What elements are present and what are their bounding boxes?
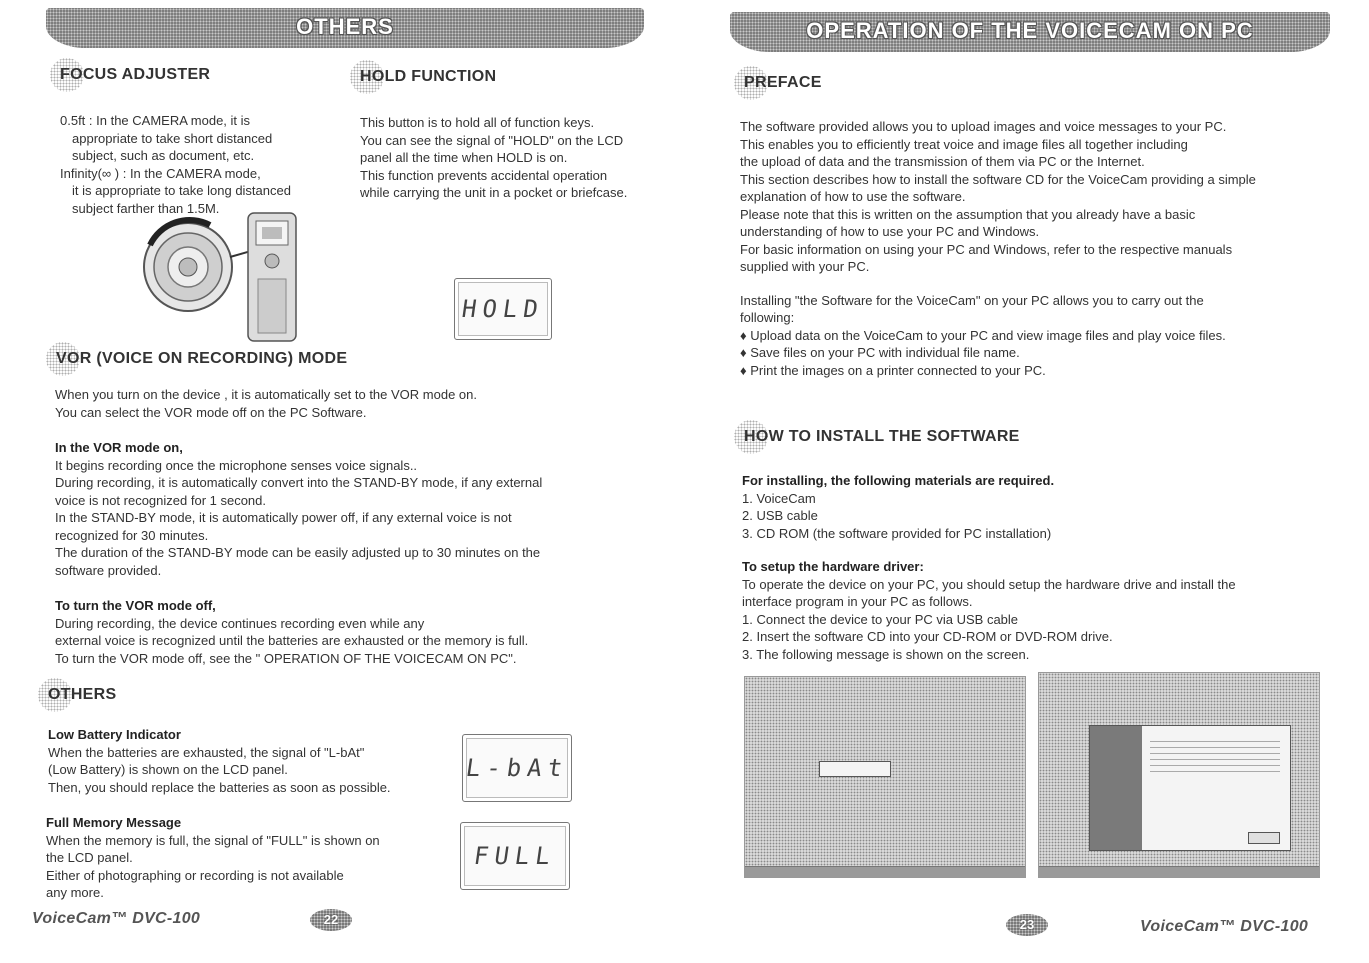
full-memory-line: When the memory is full, the signal of "FULL" is shown on <box>46 832 380 848</box>
banner-others <box>46 8 644 48</box>
focus-adjuster-heading: FOCUS ADJUSTER <box>60 66 211 83</box>
driver-title: To setup the hardware driver: <box>742 559 924 574</box>
low-battery-text <box>48 726 391 796</box>
focus-dial-illustration <box>140 205 310 345</box>
focus-line: Infinity(∞ ) : In the CAMERA mode, <box>60 165 261 181</box>
lcd-hold-text: HOLD <box>460 295 546 323</box>
preface-line: explanation of how to use the software. <box>740 189 966 204</box>
bullet-item <box>740 344 1256 362</box>
notification-balloon <box>819 761 891 777</box>
full-memory-line: Either of photographing or recording is not available <box>46 867 344 883</box>
vor-mode-heading: VOR (VOICE ON RECORDING) MODE <box>56 350 348 367</box>
vor-on-line: During recording, it is automatically convert into the STAND-BY mode, if any external <box>55 475 543 490</box>
hold-line: This button is to hold all of function keys. <box>360 115 595 130</box>
taskbar <box>1039 866 1319 877</box>
wizard-button <box>1248 832 1280 844</box>
others-heading: OTHERS <box>48 686 117 703</box>
lcd-low-battery <box>462 734 572 802</box>
vor-on-title: In the VOR mode on, <box>55 440 183 455</box>
hold-function-text <box>360 114 627 202</box>
screenshot-desktop-new-hardware <box>744 676 1026 878</box>
low-battery-line: Then, you should replace the batteries as soon as possible. <box>48 779 391 795</box>
material-item: 2. USB cable <box>742 508 818 523</box>
wizard-sidebar <box>1090 726 1142 850</box>
driver-line: 2. Insert the software CD into your CD-ROM or DVD-ROM drive. <box>742 629 1113 644</box>
materials-title: For installing, the following materials are required. <box>742 473 1055 488</box>
banner-title: OTHERS <box>296 14 394 39</box>
driver-line: To operate the device on your PC, you should setup the hardware drive and install the <box>742 576 1236 592</box>
preface-text <box>740 118 1256 379</box>
low-battery-title: Low Battery Indicator <box>48 727 181 742</box>
focus-line: subject, such as document, etc. <box>72 148 255 163</box>
lcd-full-memory <box>460 822 570 890</box>
material-item: 1. VoiceCam <box>742 490 816 506</box>
low-battery-line: (Low Battery) is shown on the LCD panel. <box>48 762 288 777</box>
preface-line: For basic information on using your PC and Windows, refer to the respective manuals <box>740 241 1233 257</box>
install-heading: HOW TO INSTALL THE SOFTWARE <box>744 428 1020 445</box>
vor-off-line: During recording, the device continues recording even while any <box>55 615 425 631</box>
footer-brand-right: VoiceCam™ DVC-100 <box>1140 918 1309 935</box>
bullet-text: Print the images on a printer connected to your PC. <box>750 362 1046 378</box>
screenshot-found-new-hardware-wizard <box>1038 672 1320 878</box>
page-number-right: 23 <box>1006 914 1048 936</box>
lcd-hold <box>454 278 552 340</box>
focus-line: 0.5ft : In the CAMERA mode, it is <box>60 113 251 128</box>
vor-on-line: In the STAND-BY mode, it is automatically power off, if any external voice is not <box>55 510 512 525</box>
lcd-low-battery-text: L-bAt <box>463 754 571 782</box>
full-memory-text <box>46 814 380 902</box>
driver-line: 1. Connect the device to your PC via USB cable <box>742 611 1019 627</box>
full-memory-line: any more. <box>46 885 104 900</box>
bullet-item <box>740 327 1256 345</box>
focus-line: it is appropriate to take long distanced <box>72 183 291 198</box>
preface-line: The software provided allows you to upload images and voice messages to your PC. <box>740 119 1227 134</box>
hold-line: panel all the time when HOLD is on. <box>360 150 568 165</box>
preface-heading: PREFACE <box>744 74 822 91</box>
vor-intro-line: When you turn on the device , it is automatically set to the VOR mode on. <box>55 387 477 402</box>
hold-function-heading: HOLD FUNCTION <box>360 68 497 85</box>
hold-line: You can see the signal of "HOLD" on the LCD <box>360 132 624 148</box>
low-battery-line: When the batteries are exhausted, the signal of "L-bAt" <box>48 744 365 760</box>
full-memory-line: the LCD panel. <box>46 850 133 865</box>
vor-intro-line: You can select the VOR mode off on the PC Software. <box>55 404 367 420</box>
vor-off-line: external voice is recognized until the batteries are exhausted or the memory is full. <box>55 633 529 648</box>
install-intro-line: following: <box>740 310 795 325</box>
vor-on-line: recognized for 30 minutes. <box>55 527 209 543</box>
driver-line: interface program in your PC as follows. <box>742 594 973 609</box>
focus-adjuster-text <box>60 112 291 217</box>
vor-off-line: To turn the VOR mode off, see the " OPERATION OF THE VOICECAM ON PC". <box>55 650 517 666</box>
footer-brand-left: VoiceCam™ DVC-100 <box>32 910 201 927</box>
install-text <box>742 472 1236 663</box>
diamond-bullet-icon: ♦ <box>740 345 751 360</box>
banner-operation <box>730 12 1330 52</box>
vor-on-line: software provided. <box>55 562 162 578</box>
right-page <box>684 0 1369 963</box>
vor-on-line: It begins recording once the microphone senses voice signals.. <box>55 457 418 473</box>
bullet-text: Save files on your PC with individual file name. <box>750 345 1020 360</box>
vor-on-line: The duration of the STAND-BY mode can be easily adjusted up to 30 minutes on the <box>55 545 541 560</box>
lcd-full-memory-text: FULL <box>472 842 558 870</box>
focus-line: appropriate to take short distanced <box>72 130 273 146</box>
left-page <box>0 0 684 963</box>
full-memory-title: Full Memory Message <box>46 815 182 830</box>
banner-title: OPERATION OF THE VOICECAM ON PC <box>806 18 1254 43</box>
preface-line: This section describes how to install the software CD for the VoiceCam providing a simple <box>740 171 1256 187</box>
hold-line: while carrying the unit in a pocket or briefcase. <box>360 185 628 200</box>
preface-line: Please note that this is written on the assumption that you already have a basic <box>740 206 1196 222</box>
bullet-text: Upload data on the VoiceCam to your PC and view image files and play voice files. <box>750 327 1226 343</box>
diamond-bullet-icon: ♦ <box>740 362 751 378</box>
preface-line: supplied with your PC. <box>740 259 870 274</box>
bullet-item <box>740 362 1256 380</box>
wizard-content-lines <box>1150 736 1280 776</box>
preface-line: understanding of how to use your PC and Windows. <box>740 224 1040 239</box>
taskbar <box>745 866 1025 877</box>
driver-line: 3. The following message is shown on the screen. <box>742 646 1030 662</box>
wizard-dialog <box>1089 725 1291 851</box>
page-number-left: 22 <box>310 909 352 931</box>
preface-line: This enables you to efficiently treat voice and image files all together including <box>740 136 1188 152</box>
install-intro-line: Installing "the Software for the VoiceCam" on your PC allows you to carry out the <box>740 292 1204 308</box>
focus-line: subject farther than 1.5M. <box>72 200 220 216</box>
hold-line: This function prevents accidental operation <box>360 167 608 183</box>
material-item: 3. CD ROM (the software provided for PC installation) <box>742 525 1052 541</box>
diamond-bullet-icon: ♦ <box>740 327 751 343</box>
vor-off-title: To turn the VOR mode off, <box>55 598 216 613</box>
vor-on-line: voice is not recognized for 1 second. <box>55 492 267 508</box>
vor-mode-text <box>55 386 542 667</box>
preface-line: the upload of data and the transmission of them via PC or the Internet. <box>740 154 1145 169</box>
